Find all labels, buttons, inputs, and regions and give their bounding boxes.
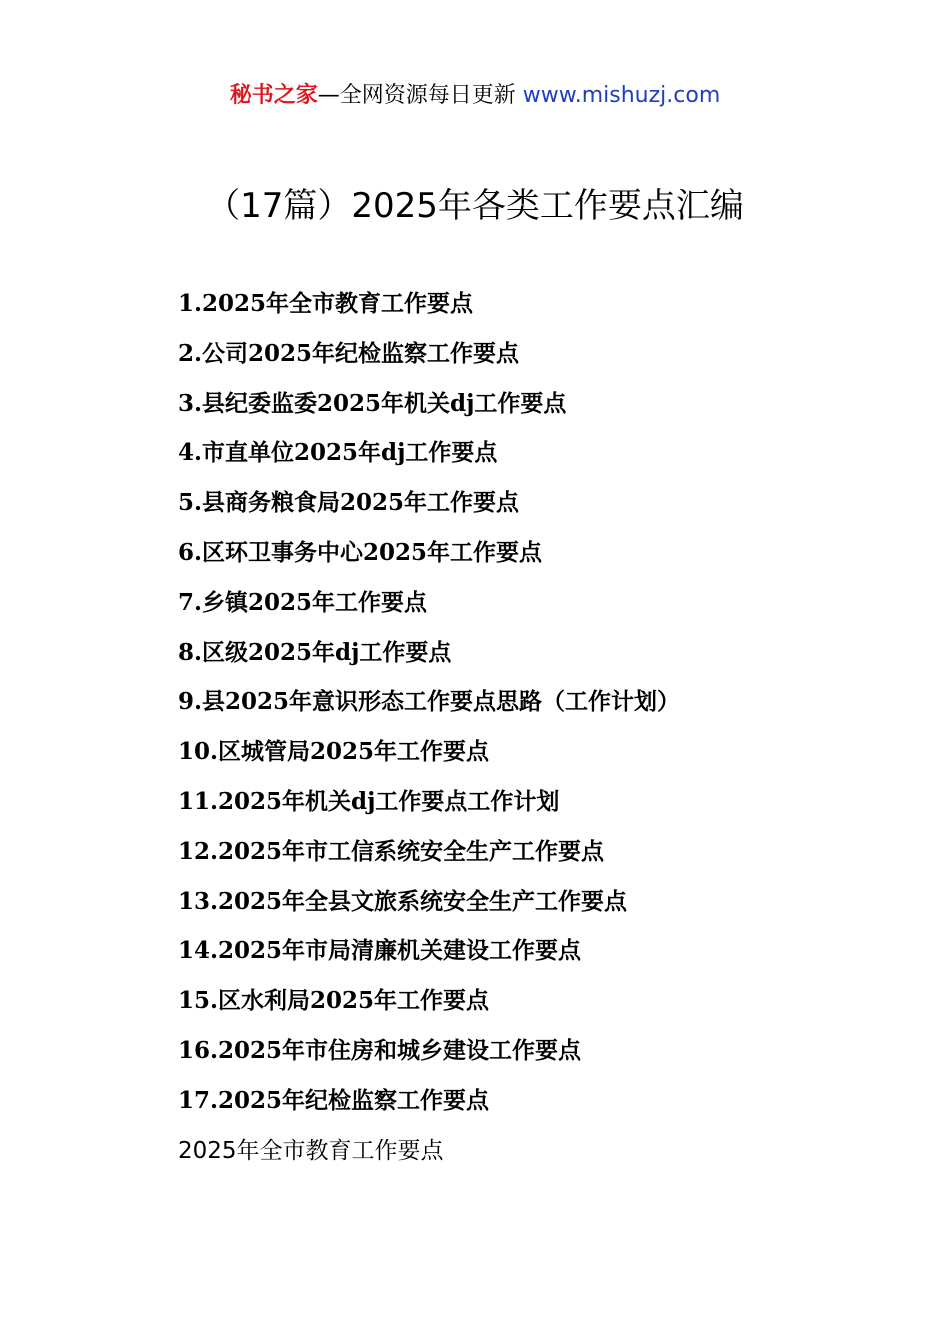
banner-slogan: —全网资源每日更新 [317,83,516,108]
toc-item: 5.县商务粮食局2025年工作要点 [178,489,520,517]
toc-item: 11.2025年机关dj工作要点工作计划 [178,787,560,815]
toc-item: 6.区环卫事务中心2025年工作要点 [178,538,543,566]
toc-item: 14.2025年市局清廉机关建设工作要点 [178,937,582,965]
table-of-contents [178,284,680,1131]
toc-item: 10.区城管局2025年工作要点 [178,738,490,766]
toc-item: 12.2025年市工信系统安全生产工作要点 [178,837,605,865]
toc-item: 3.县纪委监委2025年机关dj工作要点 [178,389,567,417]
document-title: （17篇）2025年各类工作要点汇编 [206,186,744,226]
toc-item: 16.2025年市住房和城乡建设工作要点 [178,1036,582,1064]
toc-item: 2.公司2025年纪检监察工作要点 [178,339,520,367]
toc-item: 4.市直单位2025年dj工作要点 [178,439,498,467]
section-heading: 2025年全市教育工作要点 [178,1138,444,1164]
toc-item: 17.2025年纪检监察工作要点 [178,1086,490,1114]
toc-item: 8.区级2025年dj工作要点 [178,638,452,666]
brand-name: 秘书之家 [229,83,318,108]
toc-item: 13.2025年全县文旅系统安全生产工作要点 [178,887,628,915]
site-url-link[interactable]: www.mishuzj.com [522,83,721,108]
site-banner [0,80,950,112]
toc-item: 9.县2025年意识形态工作要点思路（工作计划） [178,688,681,716]
toc-item: 15.区水利局2025年工作要点 [178,987,490,1015]
toc-item: 7.乡镇2025年工作要点 [178,588,428,616]
toc-item: 1.2025年全市教育工作要点 [178,290,474,317]
